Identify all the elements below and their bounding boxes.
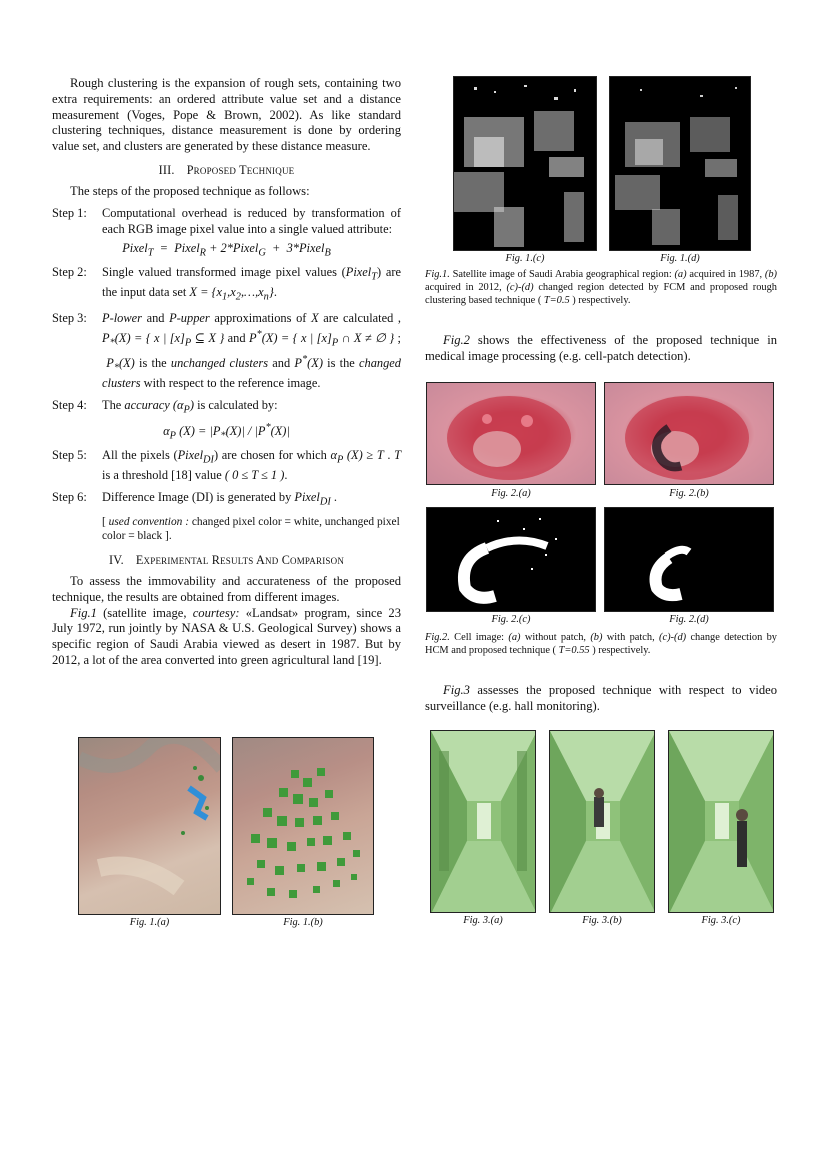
- fig-1c-caption: Fig. 1.(c): [505, 253, 545, 264]
- step-label: Step 4:: [52, 397, 87, 412]
- convention-text: changed pixel color = white, unchanged pixel color = black ].: [102, 515, 400, 542]
- fig-1c-image: [453, 76, 597, 251]
- fig-2d-caption: Fig. 2.(d): [669, 614, 709, 625]
- section-4-number: IV.: [108, 552, 124, 567]
- fig1-caption-label: Fig.1.: [425, 269, 450, 280]
- step-label: Step 5:: [52, 447, 87, 462]
- fig-2c-image: [426, 507, 596, 612]
- fig1-caption-part: changed region detected by FCM and proposed rough clustering based technique (: [425, 281, 777, 306]
- step-text: All the pixels (Pixel$_{DI}$) are chosen for which $\alpha_P$ (X) ≥ T . T is a threshold [18] value ( 0 ≤ T ≤ 1 ).: [102, 447, 401, 482]
- fig1-caption-threshold: T=0.5: [543, 294, 570, 306]
- fig2-caption-part: Cell image:: [449, 632, 509, 643]
- fig1-ref: Fig.1: [70, 605, 97, 620]
- fig2-caption-label: Fig.2.: [425, 632, 450, 643]
- fig1-caption-part: acquired in 1987,: [686, 269, 765, 280]
- fig2-caption-part: with patch,: [602, 632, 660, 643]
- step-label: Step 1:: [52, 205, 87, 220]
- fig-1a-graphic: [79, 738, 221, 915]
- section-3-title: Proposed Technique: [186, 162, 295, 177]
- fig3-paragraph: [425, 683, 777, 715]
- fig-2c-caption: Fig. 2.(c): [491, 614, 531, 625]
- step-5: [52, 448, 401, 484]
- step-1-equation: Pixel$_T$ = Pixel$_R$ + 2*Pixel$_G$ + 3*Pixel$_B$: [122, 241, 331, 259]
- fig-2a-caption: Fig. 2.(a): [491, 488, 531, 499]
- step-2: [52, 265, 401, 306]
- fig-1c-graphic: [454, 77, 597, 251]
- step-6-note: [ used convention : changed pixel color = white, unchanged pixel color = black ].: [102, 515, 400, 542]
- fig3-ref: Fig.3: [443, 683, 470, 697]
- fig1-caption-b: (b): [764, 269, 777, 280]
- step-text: Single valued transformed image pixel values (Pixel$_T$) are the input data set $X = \{x_1,x_2,\dots,x_n\}$.: [102, 264, 401, 303]
- fig-3c-caption: Fig. 3.(c): [701, 915, 741, 926]
- fig2-caption-part: change detection by HCM and proposed technique (: [425, 632, 777, 656]
- fig-2c-graphic: [427, 508, 596, 612]
- fig-2a-image: [426, 382, 596, 485]
- fig-1d-graphic: [610, 77, 751, 251]
- step-6: [52, 490, 401, 510]
- fig1-courtesy: courtesy:: [192, 605, 240, 620]
- fig-3a-caption: Fig. 3.(a): [463, 915, 503, 926]
- step-1: [52, 206, 401, 238]
- fig-3b-caption: Fig. 3.(b): [582, 915, 622, 926]
- fig-1d-caption: Fig. 1.(d): [660, 253, 700, 264]
- fig2-caption-threshold: T=0.55: [558, 644, 590, 656]
- fig-2-caption-text: [425, 632, 777, 658]
- step-4-equation: $\alpha_P$ $(X) = |P_*(X)| / |P^*(X)|$: [163, 422, 290, 442]
- step-3: [52, 311, 401, 391]
- step-text: P-lower and P-upper approximations of X are calculated , $P_*(X)$ = { x | $[x]_P$ ⊆ X } and P*(X) = { x | $[x]_P$ ∩ X ≠ ∅ } ; $P_*(X)$ is the unchanged clusters and P*(X) is the changed clusters with respect to the reference image.: [102, 311, 402, 390]
- fig-3c-graphic: [669, 731, 774, 913]
- fig-2a-graphic: [427, 383, 596, 485]
- fig-2b-image: [604, 382, 774, 485]
- fig-1b-caption: Fig. 1.(b): [283, 917, 323, 928]
- intro-paragraph: Rough clustering is the expansion of rough sets, containing two extra requirements: an ordered attribute value set and a distance measurement (Voges, Pope & Brown, 2002). As like standard clustering techniques, distance measurement is done by ordering value set, and clusters are generated by these distance measure.: [52, 76, 401, 154]
- section-3-number: III.: [158, 162, 175, 177]
- fig-1a-caption: Fig. 1.(a): [129, 917, 170, 928]
- results-paragraph: To assess the immovability and accurateness of the proposed technique, the results are obtained from different images.: [52, 573, 401, 604]
- step-4: [52, 398, 401, 418]
- convention-label: used convention :: [108, 515, 189, 528]
- fig-3b-image: [549, 730, 655, 913]
- fig-1b-image: [232, 737, 374, 915]
- step-text: The accuracy $(\alpha_P)$ is calculated by:: [102, 397, 278, 416]
- fig2-ref: Fig.2: [443, 333, 470, 347]
- step-label: Step 3:: [52, 311, 87, 326]
- fig-3b-graphic: [550, 731, 655, 913]
- fig1-caption-part: ) respectively.: [569, 294, 631, 306]
- fig2-paragraph: [425, 333, 777, 365]
- section-4-title: Experimental Results And Comparison: [135, 552, 345, 567]
- fig1-caption-cd: (c)-(d): [506, 281, 534, 293]
- fig-2b-graphic: [605, 383, 774, 485]
- fig-1-caption-text: [425, 269, 777, 307]
- fig2-text: shows the effectiveness of the proposed technique in medical image processing (e.g. cell-patch detection).: [425, 333, 777, 363]
- fig1-caption-part: Satellite image of Saudi Arabia geographical region:: [449, 269, 675, 280]
- fig-3a-image: [430, 730, 536, 913]
- fig1-caption-part: acquired in 2012,: [425, 281, 507, 293]
- fig2-caption-part: ) respectively.: [589, 644, 651, 656]
- left-column: [52, 76, 401, 669]
- fig1-caption-a: (a): [674, 269, 687, 280]
- step-label: Step 2:: [52, 264, 87, 279]
- fig2-caption-b: (b): [590, 632, 603, 643]
- fig-1d-image: [609, 76, 751, 251]
- step-label: Step 6:: [52, 489, 87, 504]
- fig1-text-a: (satellite image,: [96, 605, 193, 620]
- fig-3c-image: [668, 730, 774, 913]
- step-text: Computational overhead is reduced by transformation of each RGB image pixel value into a single valued attribute:: [102, 205, 401, 236]
- fig3-text: assesses the proposed technique with respect to video surveillance (e.g. hall monitoring).: [425, 683, 777, 713]
- section-4-heading: [52, 553, 401, 568]
- fig2-caption-a: (a): [508, 632, 521, 643]
- fig-1b-graphic: [233, 738, 374, 915]
- fig-3a-graphic: [431, 731, 536, 913]
- steps-intro: The steps of the proposed technique as follows:: [70, 183, 310, 198]
- fig2-caption-cd: (c)-(d): [659, 632, 687, 643]
- fig1-text-b: «Landsat» program, since 23 July 1972, run jointly by NASA & U.S. Geological Survey) shows a specific region of Saudi Arabia viewed as desert in 1987. But by 2012, a lot of the area converted into green agricultural land [19].: [52, 605, 401, 667]
- fig1-paragraph: [52, 606, 401, 669]
- fig2-caption-part: without patch,: [520, 632, 591, 643]
- fig-1a-image: [78, 737, 221, 915]
- step-text: Difference Image (DI) is generated by Pixel$_{DI}$ .: [102, 489, 337, 508]
- fig-2d-image: [604, 507, 774, 612]
- fig-2b-caption: Fig. 2.(b): [669, 488, 709, 499]
- section-3-heading: [52, 163, 401, 178]
- fig-2d-graphic: [605, 508, 774, 612]
